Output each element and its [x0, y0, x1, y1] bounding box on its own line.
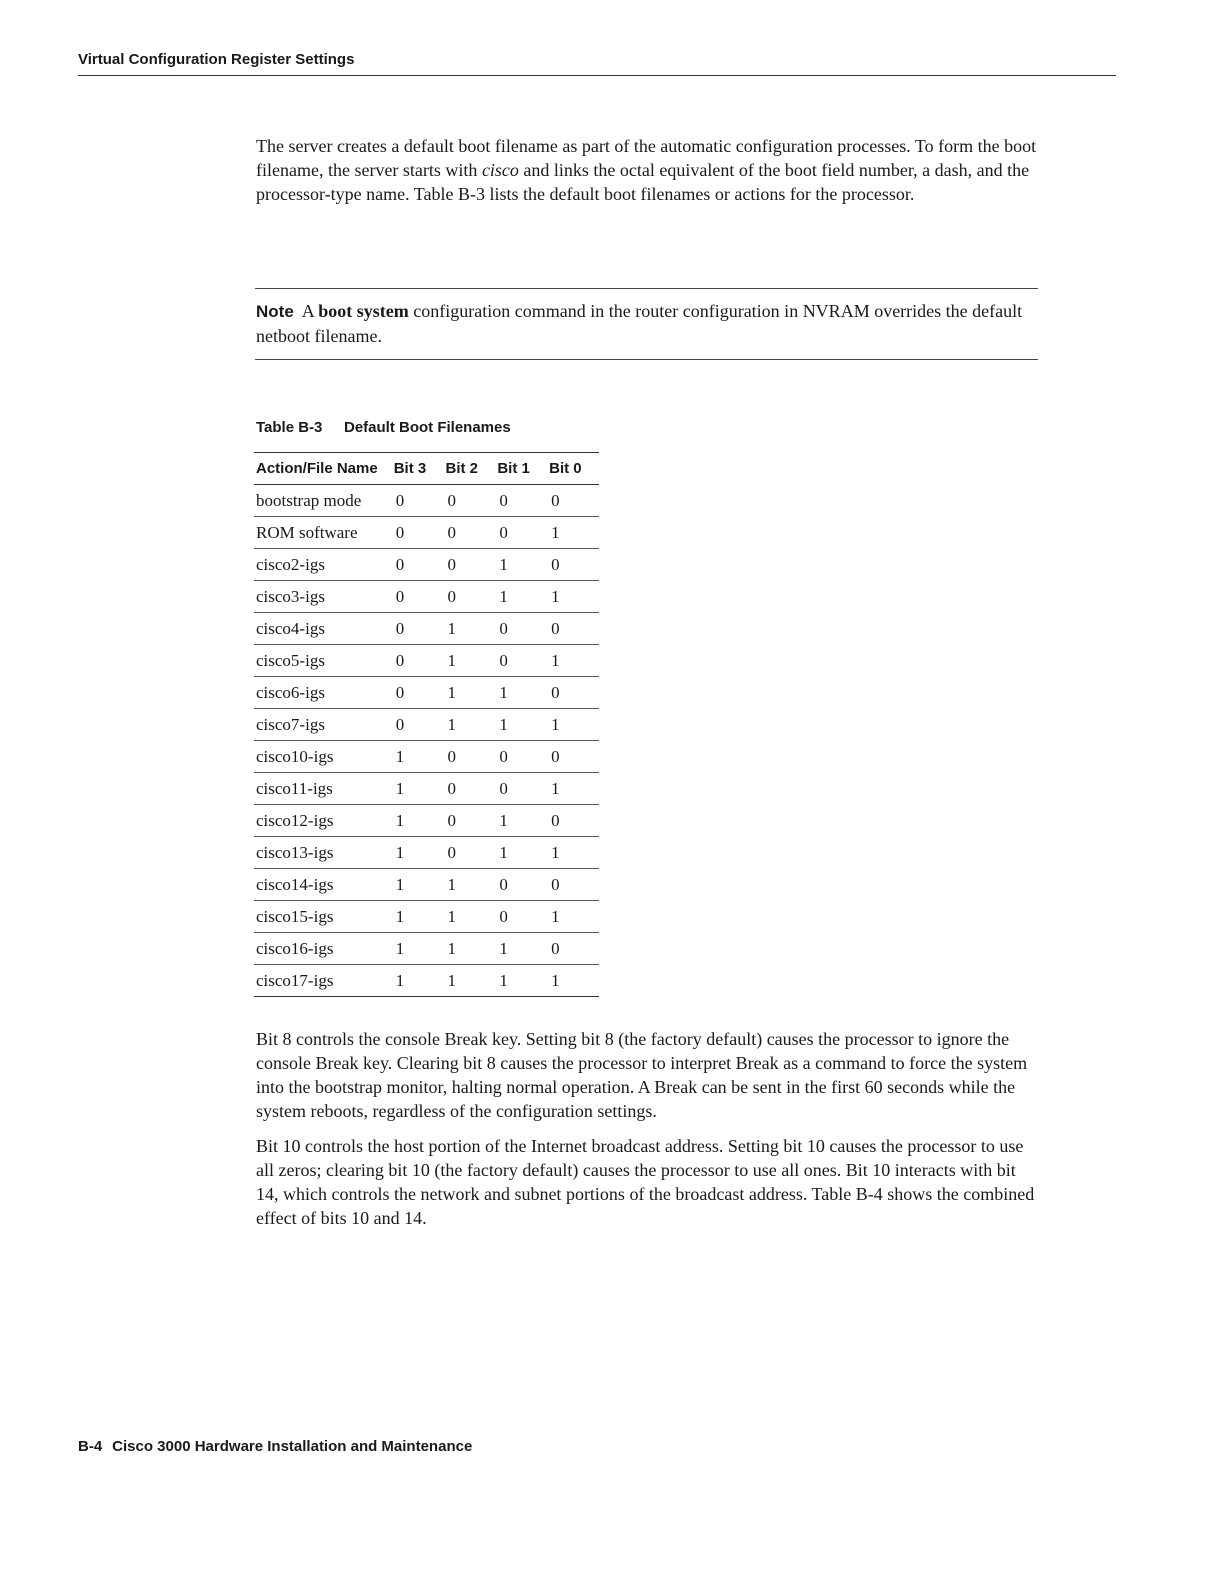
boot-filenames-table: [254, 452, 599, 997]
table-cell: 0: [392, 517, 444, 549]
table-number: Table B-3: [256, 419, 323, 436]
table-title: Default Boot Filenames: [344, 419, 511, 436]
table-cell: 1: [495, 965, 547, 997]
table-cell: 0: [547, 933, 599, 965]
table-cell: 1: [444, 965, 496, 997]
table-row: [254, 549, 599, 581]
table-cell: 0: [495, 773, 547, 805]
table-cell: 1: [547, 773, 599, 805]
table-row: [254, 741, 599, 773]
note-rule-top: [255, 288, 1038, 289]
table-cell: 1: [444, 901, 496, 933]
table-row: [254, 645, 599, 677]
table-cell: 0: [392, 645, 444, 677]
table-cell: 1: [392, 741, 444, 773]
table-cell: 0: [495, 741, 547, 773]
note-rule-bottom: [255, 359, 1038, 360]
note-text-1: A: [301, 301, 319, 321]
table-row: [254, 485, 599, 517]
table-cell: 0: [444, 837, 496, 869]
table-cell: 0: [392, 549, 444, 581]
table-row: [254, 709, 599, 741]
table-cell: 1: [547, 965, 599, 997]
table-row: [254, 933, 599, 965]
table-cell: 1: [392, 869, 444, 901]
table-cell: 1: [392, 773, 444, 805]
table-cell: 1: [495, 837, 547, 869]
table-cell: 1: [444, 645, 496, 677]
table-cell: 0: [547, 805, 599, 837]
intro-paragraph: [256, 134, 1041, 206]
table-cell: 1: [547, 901, 599, 933]
running-footer: [78, 1438, 472, 1455]
table-cell: 1: [444, 613, 496, 645]
book-title: Cisco 3000 Hardware Installation and Maintenance: [112, 1438, 473, 1455]
table-cell: cisco12-igs: [254, 805, 392, 837]
column-header: Action/File Name: [254, 453, 392, 485]
header-rule: [78, 75, 1116, 76]
table-cell: cisco4-igs: [254, 613, 392, 645]
table-cell: 1: [547, 645, 599, 677]
table-header-row: [254, 453, 599, 485]
table-cell: 1: [547, 709, 599, 741]
table-cell: 1: [547, 517, 599, 549]
column-header: Bit 2: [444, 453, 496, 485]
table-row: [254, 581, 599, 613]
table-cell: bootstrap mode: [254, 485, 392, 517]
column-header: Bit 3: [392, 453, 444, 485]
column-header: Bit 0: [547, 453, 599, 485]
table-cell: 0: [444, 517, 496, 549]
table-cell: 1: [444, 933, 496, 965]
note-block: [256, 299, 1041, 348]
table-row: [254, 837, 599, 869]
table-row: [254, 805, 599, 837]
table-cell: 1: [495, 677, 547, 709]
table-cell: 0: [392, 709, 444, 741]
column-header: Bit 1: [495, 453, 547, 485]
table-cell: cisco10-igs: [254, 741, 392, 773]
table-caption: [256, 419, 511, 436]
table-cell: 1: [495, 549, 547, 581]
table-cell: 0: [392, 485, 444, 517]
intro-text-2: and links the octal equivalent of the boot field number, a dash, and the processor-type name. Table B-3 lists the default boot filenames or actions for the processor.: [256, 160, 1030, 204]
table-cell: 0: [495, 485, 547, 517]
table-cell: 1: [495, 933, 547, 965]
table-row: [254, 869, 599, 901]
table-cell: cisco2-igs: [254, 549, 392, 581]
table-cell: 0: [392, 581, 444, 613]
table-cell: 0: [444, 581, 496, 613]
table-cell: 1: [392, 837, 444, 869]
table-cell: 0: [444, 805, 496, 837]
table-cell: cisco13-igs: [254, 837, 392, 869]
running-header: Virtual Configuration Register Settings: [78, 51, 355, 68]
table-cell: 1: [444, 709, 496, 741]
note-text-2: configuration command in the router configuration in NVRAM overrides the default netboot filename.: [256, 301, 1023, 346]
table-cell: cisco6-igs: [254, 677, 392, 709]
table-cell: 0: [495, 645, 547, 677]
table-cell: cisco16-igs: [254, 933, 392, 965]
table-cell: 1: [444, 677, 496, 709]
table-cell: 1: [392, 933, 444, 965]
intro-text-1: The server creates a default boot filename as part of the automatic configuration processes. To form the boot filename, the server starts with: [256, 136, 1037, 180]
table-cell: cisco15-igs: [254, 901, 392, 933]
table-cell: 0: [495, 613, 547, 645]
table-cell: cisco14-igs: [254, 869, 392, 901]
table-cell: 1: [547, 581, 599, 613]
table-cell: 0: [547, 741, 599, 773]
intro-italic: cisco: [481, 160, 519, 180]
table-cell: 0: [444, 741, 496, 773]
table-row: [254, 677, 599, 709]
table-cell: 1: [495, 805, 547, 837]
table-cell: 1: [392, 805, 444, 837]
note-command: boot system: [318, 301, 409, 321]
bit10-paragraph: Bit 10 controls the host portion of the Internet broadcast address. Setting bit 10 causes the processor to use all zeros; clearing bit 10 (the factory default) causes the processor to use all ones. Bit 10 interacts with bit 14, which controls the network and subnet portions of the broadcast address. Table B-4 shows the combined effect of bits 10 and 14.: [256, 1136, 1035, 1228]
table-cell: cisco17-igs: [254, 965, 392, 997]
table-cell: 0: [547, 549, 599, 581]
table-row: [254, 901, 599, 933]
bit8-paragraph: Bit 8 controls the console Break key. Setting bit 8 (the factory default) causes the processor to ignore the console Break key. Clearing bit 8 causes the processor to interpret Break as a command to force the system into the bootstrap monitor, halting normal operation. A Break can be sent in the first 60 seconds while the system reboots, regardless of the configuration settings.: [256, 1029, 1028, 1121]
table-cell: 0: [392, 677, 444, 709]
table-cell: cisco5-igs: [254, 645, 392, 677]
table-cell: 0: [444, 773, 496, 805]
table-cell: 0: [547, 677, 599, 709]
table-cell: 0: [495, 869, 547, 901]
table-cell: 0: [495, 901, 547, 933]
table-cell: 0: [495, 517, 547, 549]
table-row: [254, 517, 599, 549]
table-cell: 0: [547, 485, 599, 517]
table-cell: 1: [392, 965, 444, 997]
table-row: [254, 965, 599, 997]
table-cell: 1: [392, 901, 444, 933]
table-cell: 1: [495, 709, 547, 741]
table-cell: 1: [444, 869, 496, 901]
table-cell: cisco3-igs: [254, 581, 392, 613]
table-cell: ROM software: [254, 517, 392, 549]
table-cell: 1: [547, 837, 599, 869]
table-cell: 1: [495, 581, 547, 613]
table-row: [254, 773, 599, 805]
table-cell: 0: [392, 613, 444, 645]
table-row: [254, 613, 599, 645]
table-cell: 0: [444, 549, 496, 581]
table-cell: 0: [444, 485, 496, 517]
page-number: B-4: [78, 1438, 103, 1455]
table-cell: cisco11-igs: [254, 773, 392, 805]
table-cell: cisco7-igs: [254, 709, 392, 741]
table-cell: 0: [547, 613, 599, 645]
note-label: Note: [256, 302, 294, 321]
table-cell: 0: [547, 869, 599, 901]
